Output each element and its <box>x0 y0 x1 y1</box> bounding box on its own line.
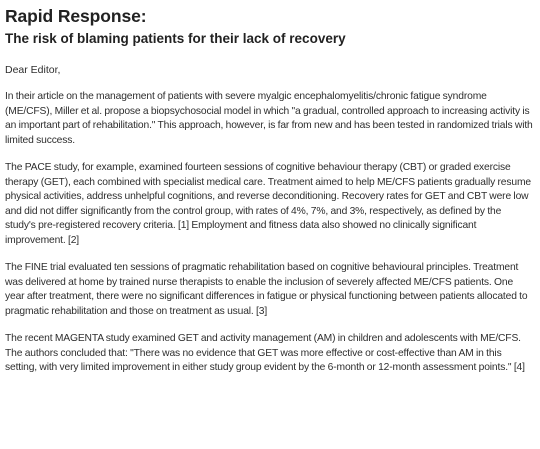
response-title: The risk of blaming patients for their lack of recovery <box>5 31 346 46</box>
letter-paragraph-2: The PACE study, for example, examined fourteen sessions of cognitive behaviour therapy (CBT) or graded exercise therapy (GET), each combined with specialist medical care. Treatment aimed to help ME/CFS patients gradually resume physical activities, address unhelpful cognitions, and reverse deconditioning. Recovery rates for GET and CBT were low and did not differ significantly from the control group, with rates of 4%, 7%, and 3%, respectively, as defined by the study's pre-registered recovery criteria. [1] Employment and fitness data also showed no clinically significant improvement. [2] <box>5 162 531 246</box>
page-title: Rapid Response: <box>5 6 147 26</box>
letter-paragraph-3: The FINE trial evaluated ten sessions of pragmatic rehabilitation based on cognitive behavioural principles. Treatment was delivered at home by trained nurse therapists to enable the inclusion of severely affected ME/CFS patients. One year after treatment, there were no significant differences in fatigue or physical functioning between patients allocated to pragmatic rehabilitation and those on treatment as usual. [3] <box>5 262 528 317</box>
letter-paragraph-4: The recent MAGENTA study examined GET and activity management (AM) in children and adolescents with ME/CFS. The authors concluded that: "There was no evidence that GET was more effective or cost-effective than AM in this setting, with very limited improvement in either study group evident by the 6-month or 12-month assessment points." [4] <box>5 333 525 373</box>
letter-salutation: Dear Editor, <box>5 64 61 76</box>
letter-body <box>5 64 534 376</box>
letter-paragraph-1: In their article on the management of patients with severe myalgic encephalomyelitis/chronic fatigue syndrome (ME/CFS), Miller et al. propose a biopsychosocial model in which "a gradual, controlled approach to increasing activity is an important part of rehabilitation." This approach, however, is far from new and has been tested in randomized trials with limited success. <box>5 91 533 146</box>
